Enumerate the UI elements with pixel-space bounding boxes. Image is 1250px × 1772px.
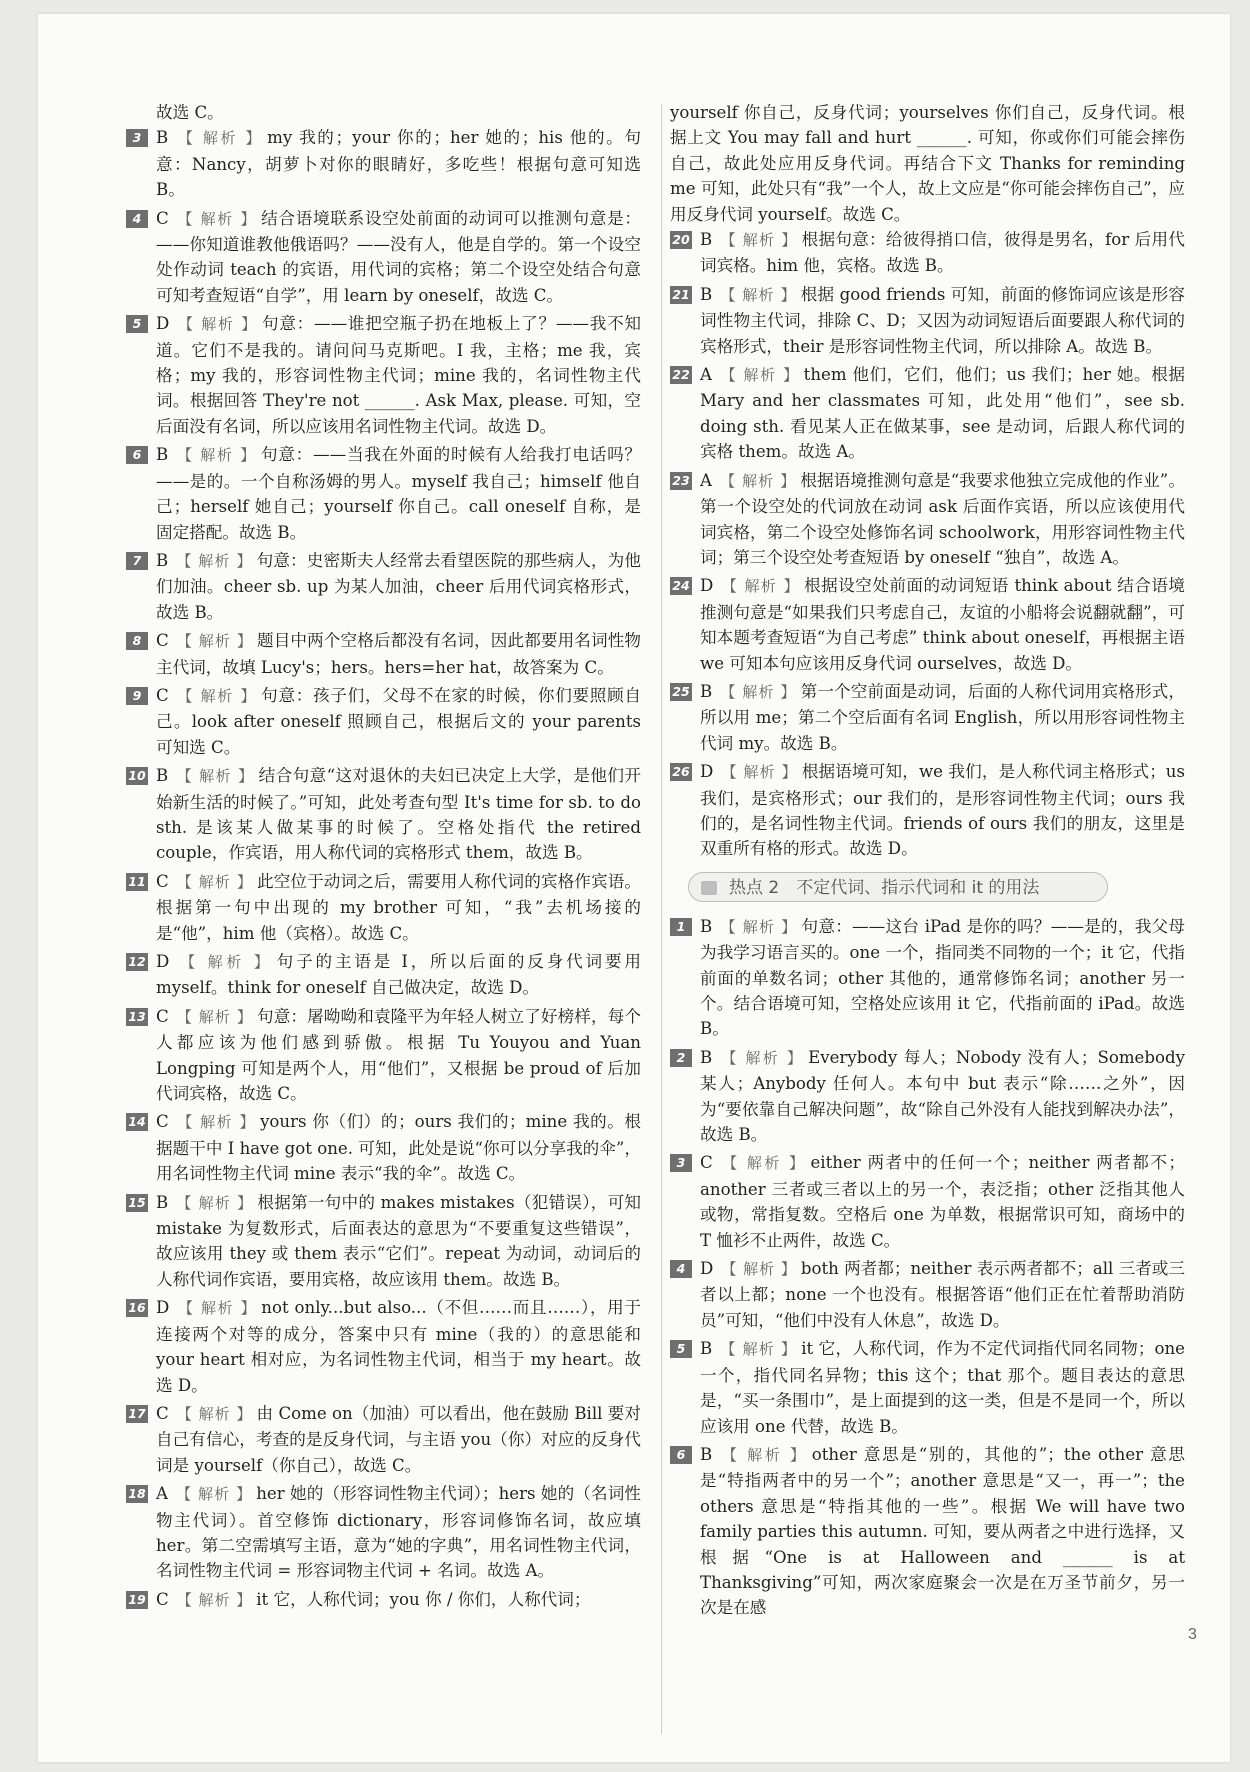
answer-item (126, 1109, 641, 1186)
answer-letter: C (156, 871, 169, 891)
answer-item (126, 125, 641, 202)
analysis-tag: 【 解析 】 (176, 1193, 254, 1212)
answer-list (670, 227, 1185, 862)
explanation-text: it 它，人称代词；you 你 / 你们，人称代词； (256, 1589, 591, 1609)
question-number-badge: 23 (670, 472, 692, 490)
answer-letter: C (156, 1006, 169, 1026)
analysis-tag: 【 解析 】 (720, 231, 798, 250)
answer-item (670, 1150, 1185, 1253)
question-number-badge: 6 (670, 1446, 692, 1464)
continuation-text: yourself 你自己，反身代词；yourselves 你们自己，反身代词。根据上文 You may fall and hurt ______. 可知，你或你们可能会摔伤自己，故此处应用反身代词。再结合下文 Thanks for reminding me 可知，此处只有“我”一个人，故上文应是“你可能会摔伤自己”，应用反身代词 yourself。故选 C。 (670, 103, 1185, 224)
question-number-badge: 3 (126, 129, 148, 147)
analysis-tag: 【 解析 】 (721, 577, 801, 596)
answer-item (670, 573, 1185, 676)
answer-item (126, 1295, 641, 1398)
answer-letter: B (700, 230, 713, 250)
analysis-tag: 【 解析 】 (176, 446, 257, 465)
question-number-badge: 21 (670, 286, 692, 304)
question-number-badge: 1 (670, 918, 692, 936)
analysis-tag: 【 解析 】 (720, 1445, 808, 1464)
explanation-text: them 他们，它们，他们；us 我们；her 她。根据 Mary and her classmates 可知，此处用“他们”，see sb. doing sth. 看见某人正在做某事，see 是动词，后跟人称代词的宾格 them。故选 A。 (700, 365, 1185, 462)
answer-item (126, 683, 641, 760)
answer-list (670, 914, 1185, 1621)
explanation-text: Everybody 每人；Nobody 没有人；Somebody 某人；Anybody 任何人。本句中 but 表示“除……之外”，因为“要依靠自己解决问题”，故“除自己外没有人能找到解决办法”，故选 B。 (700, 1047, 1185, 1145)
right-column (670, 100, 1185, 1624)
section-heading (688, 872, 1108, 902)
analysis-tag: 【 解析 】 (720, 682, 797, 701)
answer-letter: C (156, 685, 169, 705)
page-number: 3 (1188, 1626, 1197, 1643)
explanation-text: 根据句意：给彼得捎口信，彼得是男名，for 后用代词宾格。him 他，宾格。故选 B。 (700, 230, 1185, 276)
explanation-text: 结合句意“这对退休的夫妇已决定上大学，是他们开始新生活的时候了。”可知，此处考查句型 It's time for sb. to do sth. 是该某人做某事的时候了。空格处指代 the retired couple，作宾语，用人称代词的宾格形式 them，故选 B。 (156, 766, 642, 863)
explanation-text: 根据 good friends 可知，前面的修饰词应该是形容词性物主代词，排除 C、D；又因为动词短语后面要跟人称代词的宾格形式，their 是形容词性物主代词，所以排除 A。故选 B。 (700, 284, 1185, 356)
answer-letter: B (156, 445, 169, 465)
answer-item (126, 628, 641, 680)
answer-item (126, 1587, 641, 1613)
explanation-text: 根据语境可知，we 我们，是人称代词主格形式；us 我们，是宾格形式；our 我们的，是形容词性物主代词；ours 我们的，是名词性物主代词。friends of ours 我们的朋友，这里是双重所有格的形式。故选 D。 (700, 762, 1185, 859)
answer-item (126, 1004, 641, 1107)
analysis-tag: 【 解析 】 (176, 686, 258, 705)
answer-item (126, 442, 641, 545)
explanation-text: either 两者中的任何一个；neither 两者都不；another 三者或三者以上的另一个，表泛指；other 泛指其他人或物，常指复数。空格后 one 为单数，根据常识可知，商场中的 T 恤衫不止两件，故选 C。 (700, 1153, 1185, 1250)
question-number-badge: 10 (126, 767, 148, 785)
question-number-badge: 13 (126, 1008, 148, 1026)
question-number-badge: 6 (126, 446, 148, 464)
question-number-badge: 24 (670, 577, 692, 595)
answer-letter: A (156, 1484, 168, 1504)
question-number-badge: 18 (126, 1485, 148, 1503)
question-number-badge: 5 (126, 315, 148, 333)
explanation-text: 句子的主语是 I，所以后面的反身代词要用 myself。think for oneself 自己做决定，故选 D。 (156, 952, 641, 998)
analysis-tag: 【 解析 】 (720, 1154, 807, 1173)
explanation-text: not only...but also...（不但……而且……），用于连接两个对等的成分，答案中只有 mine（我的）的意思能和 your heart 相对应，为名词性物主代词，相当于 my heart。故选 D。 (156, 1298, 641, 1395)
answer-item (670, 1336, 1185, 1439)
analysis-tag: 【 解析 】 (175, 1485, 253, 1504)
question-number-badge: 16 (126, 1299, 148, 1317)
answer-letter: D (700, 762, 714, 782)
answer-letter: D (156, 314, 170, 334)
explanation-text: my 我的；your 你的；her 她的；his 他的。句意：Nancy，胡萝卜对你的眼睛好，多吃些！根据句意可知选 B。 (156, 128, 641, 200)
answer-item (670, 282, 1185, 359)
analysis-tag: 【 解析 】 (720, 285, 797, 304)
analysis-tag: 【 解析 】 (176, 1007, 253, 1026)
question-number-badge: 9 (126, 687, 148, 705)
answer-letter: D (156, 1298, 170, 1318)
answer-letter: D (700, 576, 714, 596)
answer-letter: D (700, 1259, 714, 1279)
answer-letter: C (156, 208, 169, 228)
explanation-text: 根据语境推测句意是“我要求他独立完成他的作业”。第一个设空处的代词放在动词 ask 后面作宾语，所以应该使用代词宾格，第二个设空处修饰名词 schoolwork，用形容词性物主代词；第三个设空处考查短语 by oneself “独自”，故选 A。 (700, 470, 1185, 567)
answer-item (126, 1190, 641, 1293)
question-number-badge: 14 (126, 1113, 148, 1131)
question-number-badge: 12 (126, 953, 148, 971)
answer-item (126, 206, 641, 309)
answer-item (670, 362, 1185, 465)
analysis-tag: 【 解析 】 (177, 953, 273, 971)
question-number-badge: 3 (670, 1154, 692, 1172)
explanation-text: other 意思是“别的，其他的”；the other 意思是“特指两者中的另一个”；another 意思是“又一，再一”；the others 意思是“特指其他的一些”。根据 We will have two family parties this autumn. 可知，要从两者之中进行选择，又根据“One is at Halloween and ______ is at Thanksgiving”可知，两次家庭聚会一次是在万圣节前夕，另一次是在感 (700, 1444, 1185, 1618)
answer-item (126, 763, 641, 866)
answer-letter: A (700, 365, 712, 385)
explanation-text: 结合语境联系设空处前面的动词可以推测句意是：——你知道谁教他俄语吗？——没有人，他是自学的。第一个设空处作动词 teach 的宾语，用代词的宾格；第二个设空处结合句意可知考查短语“自学”，用 learn by oneself，故选 C。 (156, 208, 641, 305)
question-number-badge: 22 (670, 366, 692, 384)
question-number-badge: 8 (126, 632, 148, 650)
explanation-text: 句意：——谁把空瓶子扔在地板上了？——我不知道。它们不是我的。请问问马克斯吧。I 我，主格；me 我，宾格；my 我的，形容词性物主代词；mine 我的，名词性物主代词。根据回答 They're not ______. Ask Max, please. 可知，空后面没有名词，所以应该用名词性物主代词。故选 D。 (156, 314, 642, 436)
section-title: 热点 2 不定代词、指示代词和 it 的用法 (729, 877, 1040, 898)
explanation-text: 句意：——这台 iPad 是你的吗？——是的，我父母为我学习语言买的。one 一个，指同类不同物的一个；it 它，代指前面的单数名词；other 其他的，通常修饰名词；another 另一个。结合语境可知，空格处应该用 it 它，代指前面的 iPad。故选 B。 (700, 916, 1185, 1039)
question-number-badge: 20 (670, 231, 692, 249)
answer-item (670, 1256, 1185, 1333)
answer-letter: B (156, 1192, 169, 1212)
analysis-tag: 【 解析 】 (176, 1404, 253, 1423)
question-number-badge: 2 (670, 1049, 692, 1067)
analysis-tag: 【 解析 】 (176, 209, 258, 228)
answer-item (126, 311, 641, 439)
answer-item (670, 227, 1185, 279)
answer-letter: B (700, 916, 713, 936)
question-number-badge: 4 (670, 1260, 692, 1278)
analysis-tag: 【 解析 】 (719, 471, 797, 490)
answer-letter: B (700, 284, 713, 304)
question-number-badge: 5 (670, 1340, 692, 1358)
answer-item (126, 949, 641, 1001)
explanation-text: 根据第一句中的 makes mistakes（犯错误），可知 mistake 为复数形式，后面表达的意思为“不要重复这些错误”，故应该用 they 或 them 表示“它们”。repeat 为动词，动词后的人称代词作宾语，要用宾格，故应该用 them。故选 B。 (156, 1192, 641, 1289)
answer-item (670, 914, 1185, 1042)
analysis-tag: 【 解析 】 (176, 1113, 257, 1132)
explanation-text: 句意：——当我在外面的时候有人给我打电话吗？——是的。一个自称汤姆的男人。myself 我自己；himself 他自己；herself 她自己；yourself 你自己。call oneself 自称，是固定搭配。故选 B。 (156, 445, 641, 542)
explanation-text: 第一个空前面是动词，后面的人称代词用宾格形式，所以用 me；第二个空后面有名词 English，所以用形容词性物主代词 my。故选 B。 (700, 681, 1185, 753)
question-number-badge: 15 (126, 1194, 148, 1212)
answer-item (126, 548, 641, 625)
continuation-text: 故选 C。 (156, 103, 224, 122)
answer-letter: C (156, 1403, 169, 1423)
answer-item (670, 759, 1185, 862)
explanation-text: 由 Come on（加油）可以看出，他在鼓励 Bill 要对自己有信心，考查的是反身代词，与主语 you（你）对应的反身代词是 yourself（你自己），故选 C。 (156, 1403, 641, 1475)
explanation-text: both 两者都；neither 表示两者都不；all 三者或三者以上都；none 一个也没有。根据答语“他们正在忙着帮助消防员”可知，“他们中没有人休息”，故选 D。 (700, 1259, 1185, 1330)
answer-letter: B (156, 128, 169, 148)
explanation-text: her 她的（形容词性物主代词）；hers 她的（名词性物主代词）。首空修饰 dictionary，形容词修饰名词，故应填 her。第二空需填写主语，意为“她的字典”，用名词性物主代词，名词性物主代词 = 形容词物主代词 + 名词。故选 A。 (156, 1484, 641, 1581)
column-divider (661, 104, 662, 1734)
analysis-tag: 【 解析 】 (720, 1048, 805, 1067)
explanation-text: 句意：屠呦呦和袁隆平为年轻人树立了好榜样，每个人都应该为他们感到骄傲。根据 Tu Youyou and Yuan Longping 可知是两个人，用“他们”，又根据 be proud of 后加代词宾格，故选 C。 (156, 1006, 642, 1104)
answer-item (670, 468, 1185, 571)
question-number-badge: 25 (670, 683, 692, 701)
explanation-text: 根据设空处前面的动词短语 think about 结合语境推测句意是“如果我们只考虑自己，友谊的小船将会说翻就翻”，可知本题考查短语“为自己考虑” think about oneself，再根据主语 we 可知本句应该用反身代词 ourselves，故选 D。 (700, 576, 1185, 673)
answer-letter: C (156, 1589, 169, 1609)
answer-letter: C (156, 1112, 169, 1132)
answer-letter: B (156, 550, 169, 570)
question-number-badge: 26 (670, 763, 692, 781)
answer-letter: B (700, 681, 713, 701)
explanation-text: 句意：孩子们，父母不在家的时候，你们要照顾自己。look after oneself 照顾自己，根据后文的 your parents 可知选 C。 (156, 685, 641, 757)
answer-letter: B (700, 1047, 713, 1067)
answer-item (670, 1045, 1185, 1148)
analysis-tag: 【 解析 】 (177, 315, 258, 334)
analysis-tag: 【 解析 】 (176, 129, 264, 148)
answer-letter: B (700, 1339, 713, 1359)
answer-item (670, 679, 1185, 756)
analysis-tag: 【 解析 】 (176, 1590, 253, 1609)
left-column (126, 100, 641, 1616)
analysis-tag: 【 解析 】 (719, 366, 800, 385)
analysis-tag: 【 解析 】 (720, 917, 798, 936)
question-number-badge: 19 (126, 1591, 148, 1609)
analysis-tag: 【 解析 】 (177, 1299, 258, 1318)
analysis-tag: 【 解析 】 (176, 767, 255, 786)
question-number-badge: 4 (126, 210, 148, 228)
answer-letter: C (700, 1153, 713, 1173)
answer-item (126, 1481, 641, 1584)
explanation-text: 题目中两个空格后都没有名词，因此都要用名词性物主代词，故填 Lucy's；hers。hers=her hat，故答案为 C。 (156, 631, 642, 677)
explanation-text: 句意：史密斯夫人经常去看望医院的那些病人，为他们加油。cheer sb. up 为某人加油，cheer 后用代词宾格形式，故选 B。 (156, 550, 641, 622)
answer-letter: B (700, 1444, 713, 1464)
explanation-text: yours 你（们）的；ours 我们的；mine 我的。根据题干中 I have got one. 可知，此处是说“你可以分享我的伞”，用名词性物主代词 mine 表示“我的伞”。故选 C。 (156, 1112, 641, 1184)
question-number-badge: 17 (126, 1405, 148, 1423)
analysis-tag: 【 解析 】 (721, 763, 798, 782)
explanation-text: it 它，人称代词，作为不定代词指代同名同物；one 一个，指代同名异物；this 这个；that 那个。题目表达的意思是，“买一条围巾”，是上面提到的这一类，但是不是同一个，所以应该用 one 代替，故选 B。 (700, 1339, 1185, 1436)
analysis-tag: 【 解析 】 (721, 1260, 797, 1279)
answer-letter: B (156, 766, 169, 786)
analysis-tag: 【 解析 】 (176, 872, 253, 891)
answer-letter: C (156, 631, 169, 651)
analysis-tag: 【 解析 】 (720, 1340, 798, 1359)
answer-letter: D (156, 952, 170, 971)
answer-page (38, 14, 1230, 1762)
answer-item (670, 1442, 1185, 1621)
explanation-text: 此空位于动词之后，需要用人称代词的宾格作宾语。根据第一句中出现的 my brother 可知，“我”去机场接的是“他”，him 他（宾格）。故选 C。 (156, 871, 642, 943)
answer-item (126, 869, 641, 946)
analysis-tag: 【 解析 】 (176, 632, 253, 651)
answer-letter: A (700, 470, 712, 490)
answer-item (126, 1401, 641, 1478)
analysis-tag: 【 解析 】 (176, 551, 253, 570)
question-number-badge: 11 (126, 873, 148, 891)
question-number-badge: 7 (126, 552, 148, 570)
